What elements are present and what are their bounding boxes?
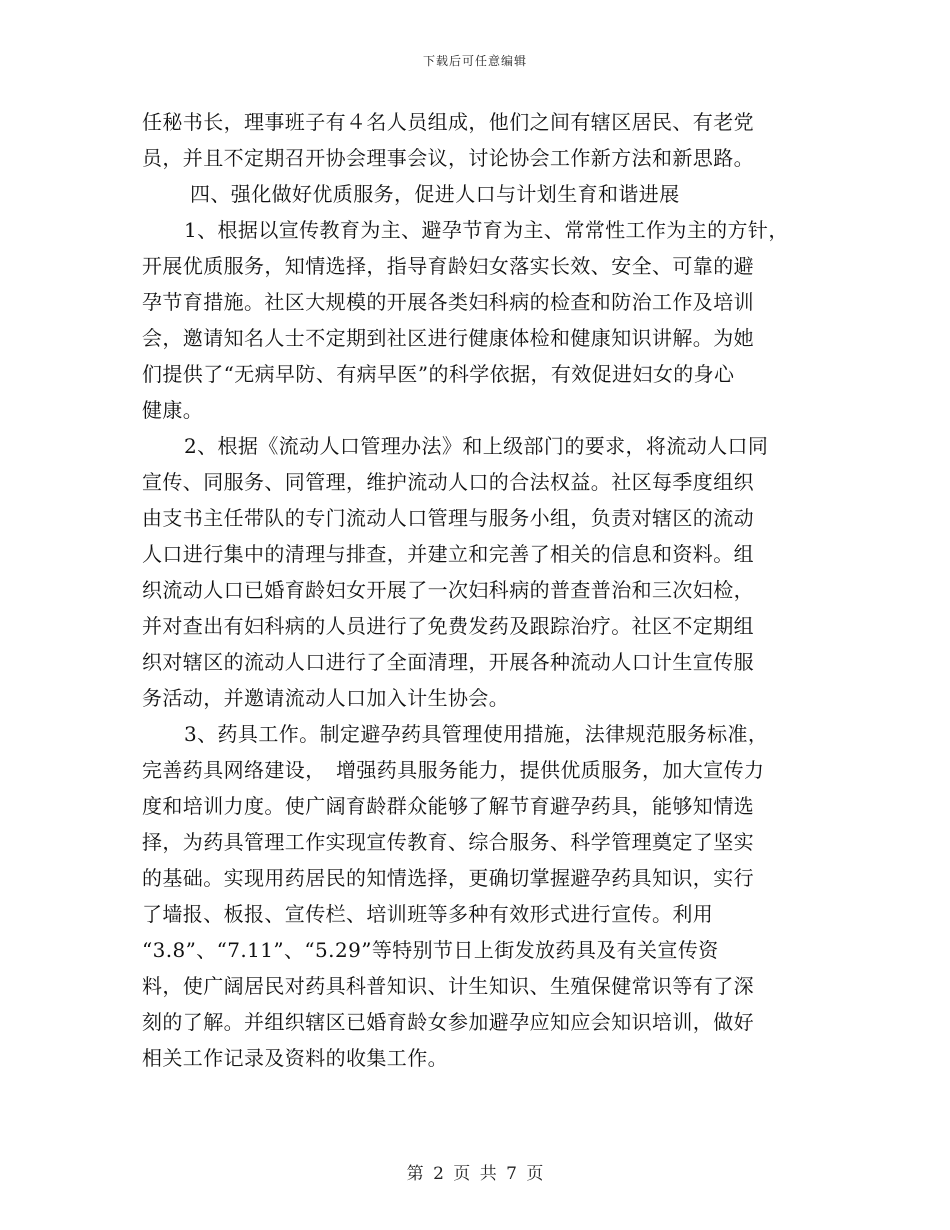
text-line: 由支书主任带队的专门流动人口管理与服务小组，负责对辖区的流动: [142, 506, 754, 530]
text-line: 员，并且不定期召开协会理事会议，讨论协会工作新方法和新思路。: [142, 146, 754, 170]
text-line: 并对查出有妇科病的人员进行了免费发药及跟踪治疗。社区不定期组: [142, 614, 754, 638]
section-heading: 四、强化做好优质服务，促进人口与计划生育和谐进展: [190, 182, 680, 206]
text-line: 1、根据以宣传教育为主、避孕节育为主、常常性工作为主的方针，: [184, 218, 789, 242]
text-line: 2、根据《流动人口管理办法》和上级部门的要求，将流动人口同: [184, 434, 769, 458]
text-line: 开展优质服务，知情选择，指导育龄妇女落实长效、安全、可靠的避: [142, 254, 754, 278]
text-line: 相关工作记录及资料的收集工作。: [142, 1046, 448, 1070]
text-line: 织流动人口已婚育龄妇女开展了一次妇科病的普查普治和三次妇检，: [142, 578, 754, 602]
text-line: 务活动，并邀请流动人口加入计生协会。: [142, 686, 510, 710]
text-line: 会，邀请知名人士不定期到社区进行健康体检和健康知识讲解。为她: [142, 326, 754, 350]
page-number-footer: 第 2 页 共 7 页: [406, 1164, 544, 1184]
text-line: 人口进行集中的清理与排查，并建立和完善了相关的信息和资料。组: [142, 542, 754, 566]
text-line: 料，使广阔居民对药具科普知识、计生知识、生殖保健常识等有了深: [142, 974, 754, 998]
text-line: 宣传、同服务、同管理，维护流动人口的合法权益。社区每季度组织: [142, 470, 754, 494]
text-line: 刻的了解。并组织辖区已婚育龄女参加避孕应知应会知识培训，做好: [142, 1010, 754, 1034]
text-line: 择，为药具管理工作实现宣传教育、综合服务、科学管理奠定了坚实: [142, 830, 754, 854]
text-line: 的基础。实现用药居民的知情选择，更确切掌握避孕药具知识，实行: [142, 866, 754, 890]
text-line: 健康。: [142, 398, 204, 422]
text-line: 孕节育措施。社区大规模的开展各类妇科病的检查和防治工作及培训: [142, 290, 754, 314]
text-line: 任秘书长，理事班子有４名人员组成，他们之间有辖区居民、有老党: [142, 110, 754, 134]
text-line: 们提供了“无病早防、有病早医”的科学依据，有效促进妇女的身心: [142, 362, 735, 386]
text-line: 完善药具网络建设， 增强药具服务能力，提供优质服务，加大宣传力: [142, 758, 765, 782]
text-line: 3、药具工作。制定避孕药具管理使用措施，法律规范服务标准，: [184, 722, 769, 746]
page-header: 下载后可任意编辑: [422, 54, 527, 68]
text-line: 了墙报、板报、宣传栏、培训班等多种有效形式进行宣传。利用: [142, 902, 714, 926]
body-text: [142, 104, 818, 1076]
text-line: 度和培训力度。使广阔育龄群众能够了解节育避孕药具，能够知情选: [142, 794, 754, 818]
text-line: 织对辖区的流动人口进行了全面清理，开展各种流动人口计生宣传服: [142, 650, 754, 674]
text-line: “3.8”、“7.11”、“5.29”等特别节日上街发放药具及有关宣传资: [142, 938, 719, 962]
